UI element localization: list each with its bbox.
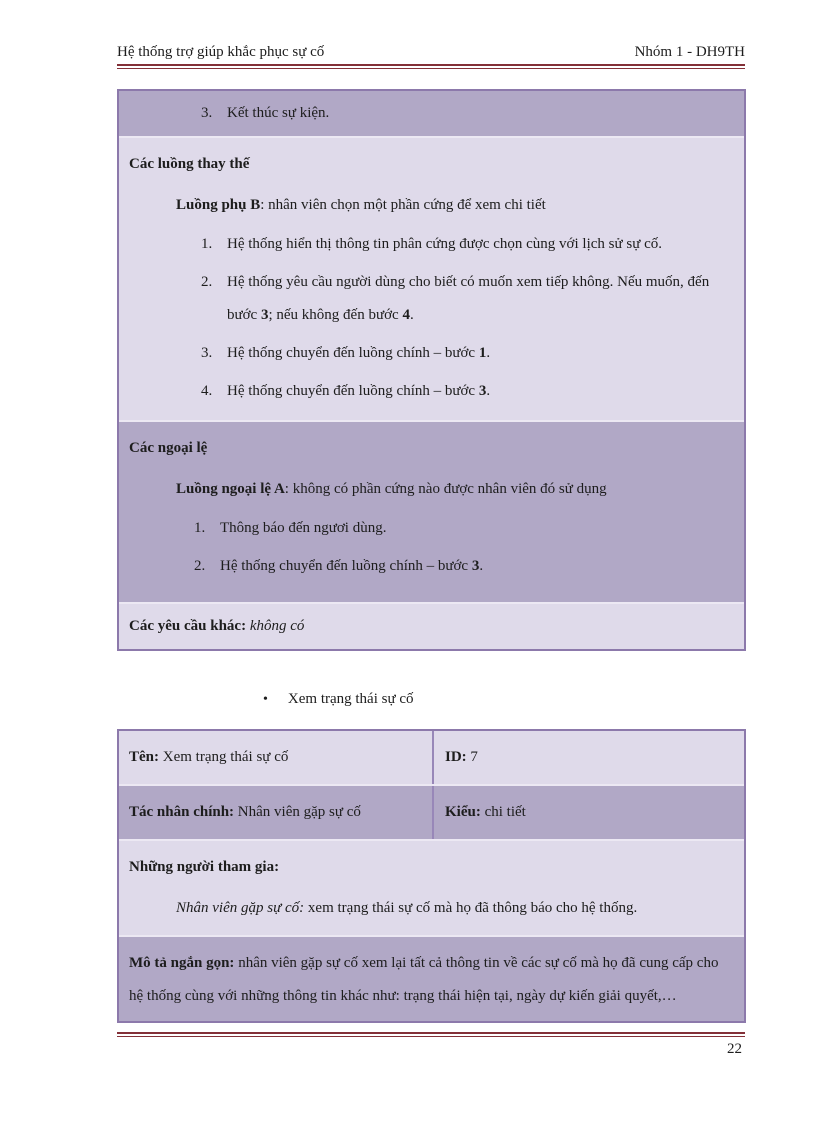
cell-actor (119, 786, 432, 839)
table-row-participants (119, 839, 744, 935)
participant-line (176, 892, 732, 925)
list-number: 2. (201, 274, 213, 290)
list-number: 2. (194, 558, 206, 574)
list-item (201, 97, 732, 130)
list-text: Hệ thống chuyển đến luồng chính – bước 1. (227, 345, 491, 361)
page-number: 22 (727, 1041, 742, 1057)
list-item (201, 266, 732, 332)
list-item (201, 337, 732, 370)
footer-rule (117, 1032, 745, 1037)
participant-desc: xem trạng thái sự cố mà họ đã thông báo cho hệ thống. (304, 900, 638, 916)
list-text: Hệ thống chuyển đến luồng chính – bước 3. (227, 383, 491, 399)
numbered-steps (129, 228, 732, 408)
kind-label: Kiểu: (445, 804, 481, 820)
page-header (117, 44, 745, 61)
header-title: Hệ thống trợ giúp khắc phục sự cố (117, 44, 325, 60)
table-row-description (119, 935, 744, 1021)
description-label: Mô tả ngắn gọn: (129, 955, 235, 971)
usecase-table-continued (117, 89, 746, 651)
list-item (194, 512, 732, 545)
description-text: nhân viên gặp sự cố xem lại tất cả thông tin về các sự cố mà họ đã cung cấp cho hệ thống cùng với những thông tin khác như: trạng thái hiện tại, ngày dự kiến giải quyết,… (129, 955, 719, 1004)
id-value: 7 (466, 749, 478, 765)
numbered-steps (129, 512, 732, 583)
table-row-ending-step (119, 91, 744, 136)
section-title: Các ngoại lệ (129, 440, 208, 456)
name-value: Xem trạng thái sự cố (159, 749, 289, 765)
table-row-name-id (119, 731, 744, 784)
list-text: Hệ thống yêu cầu người dùng cho biết có muốn xem tiếp không. Nếu muốn, đến bước 3; nếu không đến bước 4. (227, 274, 710, 323)
list-text: Hệ thống chuyển đến luồng chính – bước 3. (220, 558, 484, 574)
header-group-label: Nhóm 1 - DH9TH (634, 44, 745, 60)
name-label: Tên: (129, 749, 159, 765)
list-text: Thông báo đến ngươi dùng. (220, 520, 387, 536)
subflow-label: Luồng phụ B (176, 197, 261, 213)
usecase7-table (117, 729, 746, 1023)
list-number: 1. (194, 520, 206, 536)
list-item (201, 375, 732, 408)
subflow-text: : nhân viên chọn một phần cứng để xem chi tiết (260, 197, 546, 213)
list-item (201, 228, 732, 261)
list-number: 4. (201, 383, 213, 399)
subflow-label: Luồng ngoại lệ A (176, 481, 285, 497)
id-label: ID: (445, 749, 467, 765)
list-number: 3. (201, 345, 213, 361)
subflow-line (176, 473, 732, 506)
bullet-icon: • (263, 692, 268, 707)
table-row-actor-kind (119, 784, 744, 839)
cell-kind (432, 786, 744, 839)
actor-value: Nhân viên gặp sự cố (234, 804, 361, 820)
bullet-text: Xem trạng thái sự cố (287, 691, 414, 707)
subflow-line (176, 189, 732, 222)
kind-value: chi tiết (480, 804, 526, 820)
list-text: Hệ thống hiển thị thông tin phân cứng được chọn cùng với lịch sử sự cố. (227, 236, 662, 252)
table-row-alternative-flows (119, 136, 744, 420)
table-row-exceptions (119, 420, 744, 602)
cell-id (432, 731, 744, 784)
table-row-other-requirements (119, 602, 744, 649)
list-item (194, 550, 732, 583)
participant-actor: Nhân viên gặp sự cố: (176, 900, 305, 916)
actor-label: Tác nhân chính: (129, 804, 235, 820)
subflow-text: : không có phần cứng nào được nhân viên đó sử dụng (284, 481, 607, 497)
header-rule (117, 64, 745, 69)
list-text: Kết thúc sự kiện. (227, 105, 330, 121)
other-requirements-value: không có (246, 618, 305, 634)
other-requirements-label: Các yêu cầu khác: (129, 618, 247, 634)
participants-title: Những người tham gia: (129, 859, 280, 875)
list-number: 1. (201, 236, 213, 252)
list-number: 3. (201, 105, 213, 121)
section-title: Các luồng thay thế (129, 156, 250, 172)
cell-name (119, 731, 432, 784)
usecase-bullet-heading (263, 691, 414, 708)
